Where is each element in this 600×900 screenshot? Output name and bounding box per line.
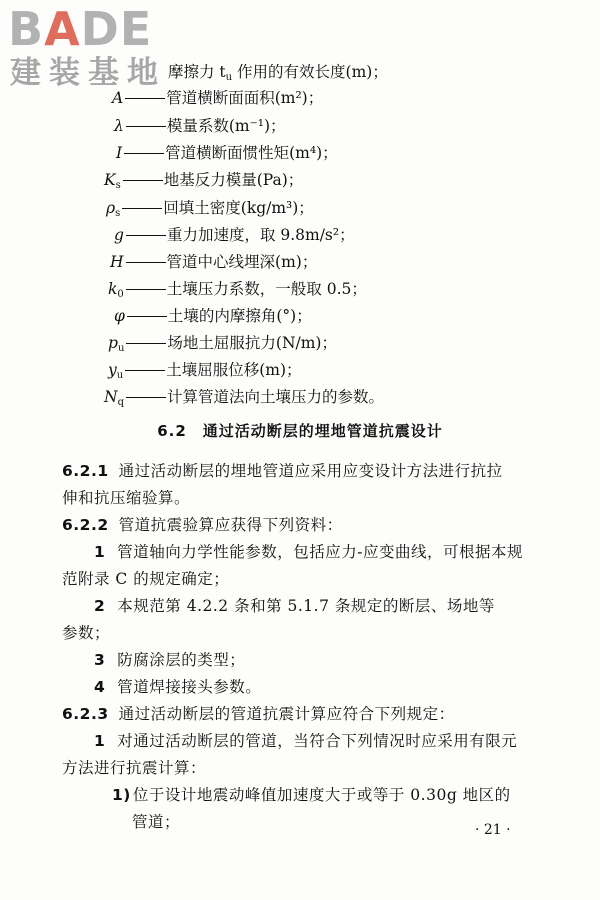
em-dash [125,98,165,99]
definition-row: g 重力加速度，取 9.8m/s²； [114,226,355,244]
em-dash [126,262,166,263]
list-item-2-line-2: 参数； [62,624,111,642]
definition-row: $K_s$ 地基反力模量(Pa)； [104,171,304,191]
definition-row: $y_u$ 土壤屈服位移(m)； [108,361,302,381]
definition-row: $\rho_s$ 回填土密度(kg/m³)； [106,199,314,219]
clause-6-2-3-line-1: 6.2.3 通过活动断层的管道抗震计算应符合下列规定： [62,705,455,723]
watermark-brand-latin: BADE [8,2,153,56]
clause-6-2-2-line-1: 6.2.2 管道抗震验算应获得下列资料： [62,516,343,534]
watermark-logo [8,2,178,91]
definition-row: $N_q$ 计算管道法向土壤压力的参数。 [104,388,384,408]
em-dash [125,370,165,371]
em-dash [122,208,162,209]
list-item-1-line-1: 1 管道轴向力学性能参数，包括应力-应变曲线，可根据本规 [94,543,524,561]
sub-sub-item-1-line-2: 管道； [132,813,181,831]
list-item-2-line-1: 2 本规范第 4.2.2 条和第 5.1.7 条规定的断层、场地等 [94,597,495,615]
list-item-4: 4 管道焊接接头参数。 [94,678,262,696]
clause-6-2-1-line-2: 伸和抗压缩验算。 [62,489,191,507]
page-number: · 21 · [475,822,511,838]
item-number: 2 [94,597,106,615]
clause-number: 6.2.3 [62,705,109,723]
watermark-brand-chinese: 建装基地 [10,55,166,91]
item-number: 1) [112,786,131,804]
definition-row: $p_u$ 场地土屈服抗力(N/m)； [108,334,337,354]
definition-row: H 管道中心线埋深(m)； [110,253,318,271]
sub-item-1-line-2: 方法进行抗震计算： [62,759,207,777]
clause-6-2-1-line-1: 6.2.1 通过活动断层的埋地管道应采用应变设计方法进行抗拉 [62,462,503,480]
definition-row: I 管道横断面惯性矩(m⁴)； [116,144,338,162]
item-number: 3 [94,651,106,669]
definition-row: λ 模量系数(m⁻¹)； [114,117,286,135]
sub-item-1-line-1: 1 对通过活动断层的管道，当符合下列情况时应采用有限元 [94,732,518,750]
clause-number: 6.2.2 [62,516,109,534]
definition-row: φ 土壤的内摩擦角(°)； [114,307,312,325]
em-dash [123,180,163,181]
em-dash [124,153,164,154]
em-dash [127,316,167,317]
em-dash [126,126,166,127]
definition-row: $k_0$ 土壤压力系数，一般取 0.5； [108,280,367,300]
item-number: 1 [94,732,106,750]
definition-row: A 管道横断面面积(m²)； [112,89,324,107]
definition-row: 摩擦力 $t_u$ 作用的有效长度(m)； [168,63,388,83]
em-dash [126,235,166,236]
em-dash [126,343,166,344]
list-item-3: 3 防腐涂层的类型； [94,651,246,669]
em-dash [126,289,166,290]
clause-number: 6.2.1 [62,462,109,480]
item-number: 1 [94,543,106,561]
list-item-1-line-2: 范附录 C 的规定确定； [62,570,230,588]
section-title: 6.2 通过活动断层的埋地管道抗震设计 [157,422,443,440]
em-dash [126,397,166,398]
sub-sub-item-1-line-1: 1) 位于设计地震动峰值加速度大于或等于 0.30g 地区的 [112,786,511,804]
item-number: 4 [94,678,106,696]
